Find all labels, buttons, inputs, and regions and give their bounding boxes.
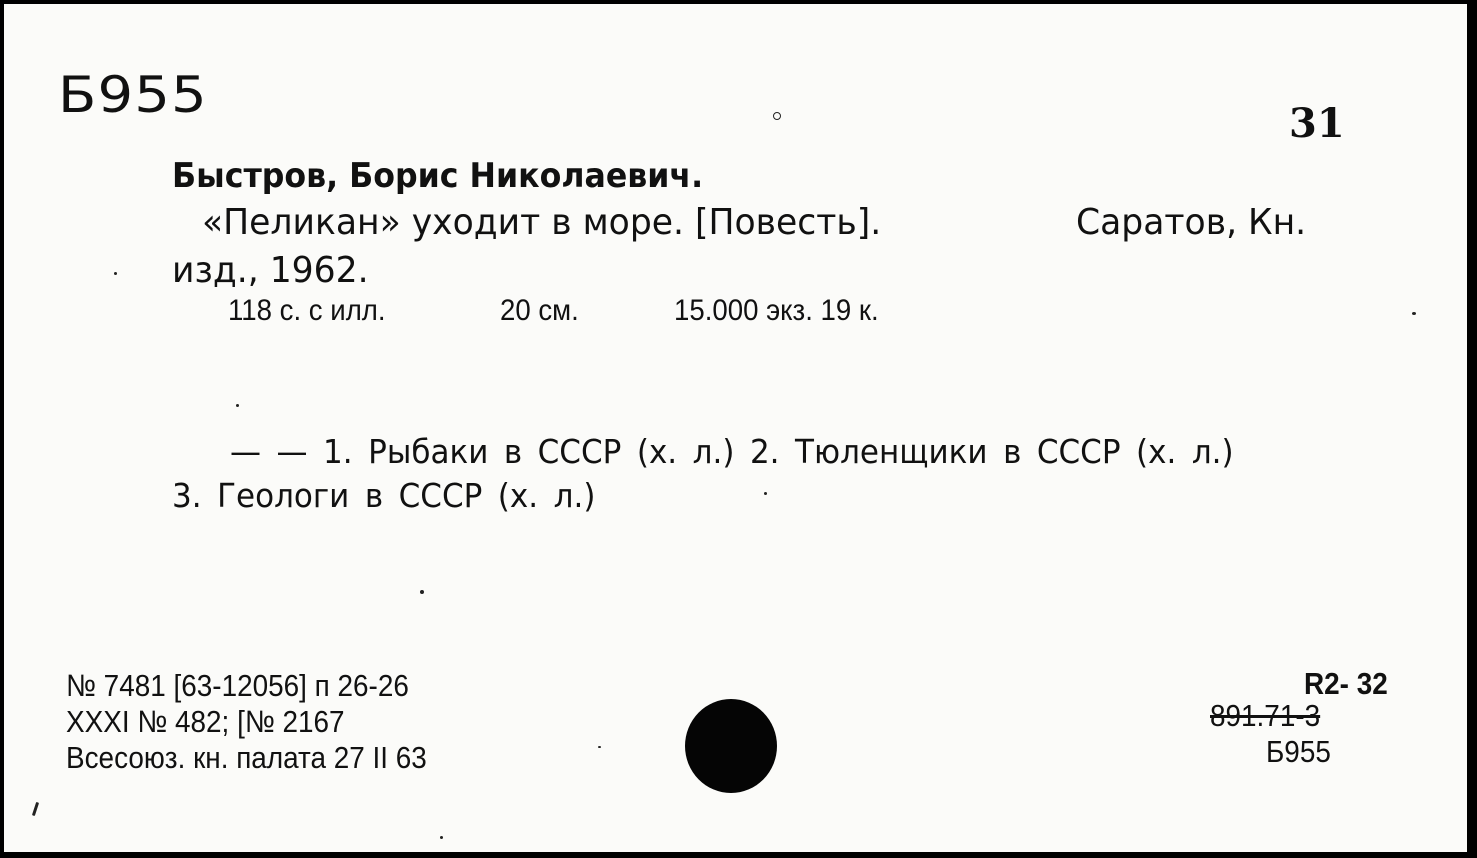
publisher-year: изд., 1962. xyxy=(172,250,369,291)
speck xyxy=(32,802,39,816)
subject-headings-line-2: 3. Геологи в СССР (х. л.) xyxy=(172,476,596,515)
index-number: 31 xyxy=(1289,100,1345,147)
call-number: Б955 xyxy=(58,66,208,124)
place-publisher: Саратов, Кн. xyxy=(1076,202,1307,243)
speck xyxy=(420,590,424,594)
dimensions: 20 см. xyxy=(500,294,579,327)
registration-line-2: XXXI № 482; [№ 2167 xyxy=(66,704,345,739)
punch-hole xyxy=(685,699,777,793)
pagination: 118 с. с илл. xyxy=(228,294,386,327)
speck xyxy=(764,492,767,495)
catalog-card xyxy=(4,4,1467,852)
registration-line-3: Всесоюз. кн. палата 27 II 63 xyxy=(66,740,427,775)
classification-code-struck: 891.71-3 xyxy=(1210,698,1321,733)
ring-mark xyxy=(773,112,781,120)
print-run-price: 15.000 экз. 19 к. xyxy=(674,294,879,327)
speck xyxy=(598,746,601,748)
speck xyxy=(440,836,443,839)
author-heading: Быстров, Борис Николаевич. xyxy=(172,156,704,196)
speck xyxy=(236,404,239,407)
subject-headings-line-1: — — 1. Рыбаки в СССР (х. л.) 2. Тюленщики в СССР (х. л.) xyxy=(230,432,1234,471)
speck xyxy=(114,272,117,275)
classification-code-bottom: Б955 xyxy=(1266,734,1331,769)
registration-line-1: № 7481 [63-12056] п 26-26 xyxy=(66,668,409,703)
classification-code: R2- 32 xyxy=(1304,666,1388,701)
speck xyxy=(1412,312,1416,315)
title-statement: «Пеликан» уходит в море. [Повесть]. xyxy=(202,202,882,243)
